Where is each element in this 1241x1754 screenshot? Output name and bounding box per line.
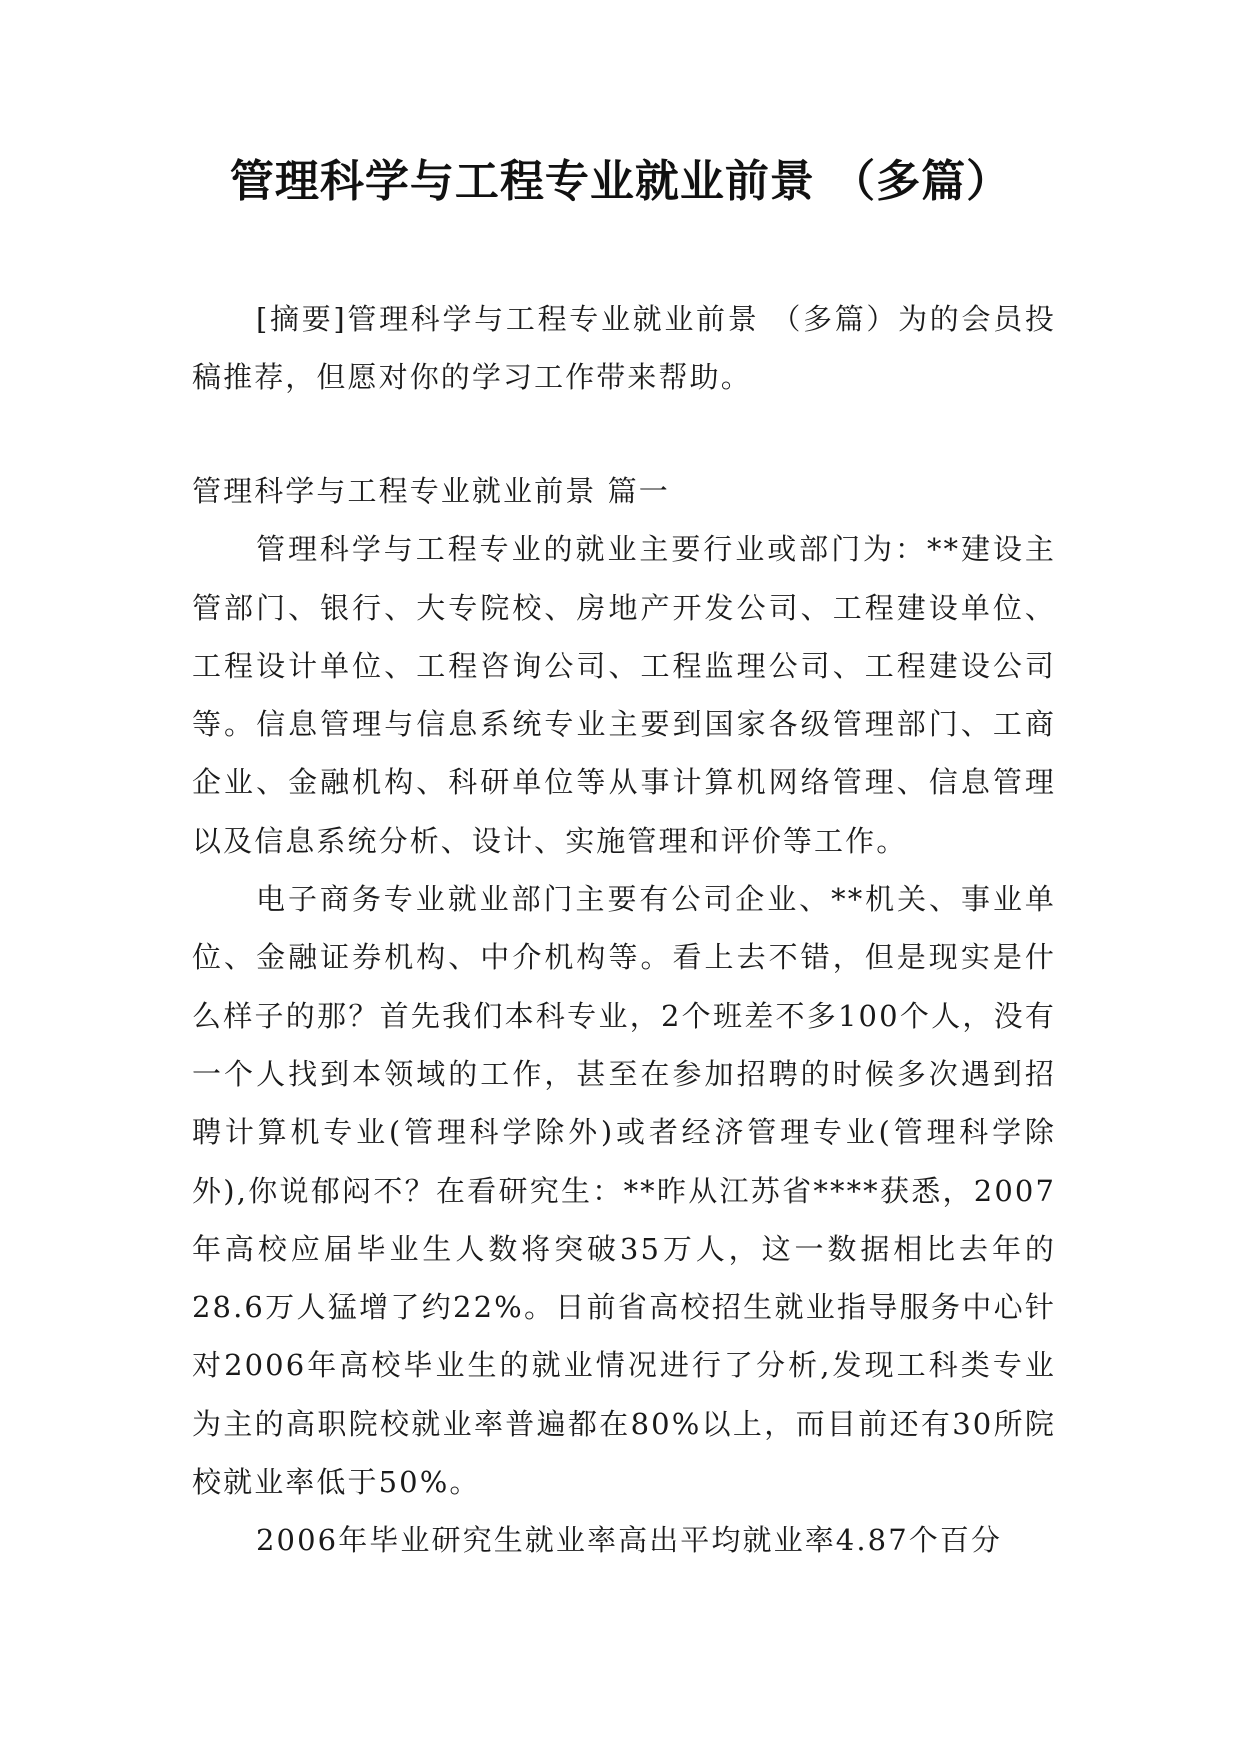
body-paragraph-3: 2006年毕业研究生就业率高出平均就业率4.87个百分 [256, 1523, 1003, 1558]
body-paragraph-1: 管理科学与工程专业的就业主要行业或部门为：**建设主管部门、银行、大专院校、房地产开发公司、工程建设单位、工程设计单位、工程咨询公司、工程监理公司、工程建设公司等。信息管理与信息系统专业主要到国家各级管理部门、工商企业、金融机构、科研单位等从事计算机网络管理、信息管理以及信息系统分析、设计、实施管理和评价等工作。 [192, 532, 1056, 858]
body-paragraph-2: 电子商务专业就业部门主要有公司企业、**机关、事业单位、金融证券机构、中介机构等。看上去不错，但是现实是什么样子的那？首先我们本科专业，2个班差不多100个人，没有一个人找到本领域的工作，甚至在参加招聘的时候多次遇到招聘计算机专业(管理科学除外)或者经济管理专业(管理科学除外),你说郁闷不？在看研究生：**昨从江苏省****获悉，2007年高校应届毕业生人数将突破35万人，这一数据相比去年的28.6万人猛增了约22%。日前省高校招生就业指导服务中心针对2006年高校毕业生的就业情况进行了分析,发现工科类专业为主的高职院校就业率普遍都在80%以上，而目前还有30所院校就业率低于50%。 [192, 882, 1056, 1500]
abstract-block [192, 290, 1056, 407]
document-title: 管理科学与工程专业就业前景 （多篇） [229, 156, 1012, 207]
section-heading: 管理科学与工程专业就业前景 篇一 [192, 474, 670, 508]
section-body [192, 462, 1056, 1570]
abstract-paragraph: [摘要]管理科学与工程专业就业前景 （多篇）为的会员投稿推荐，但愿对你的学习工作带来帮助。 [192, 302, 1056, 395]
